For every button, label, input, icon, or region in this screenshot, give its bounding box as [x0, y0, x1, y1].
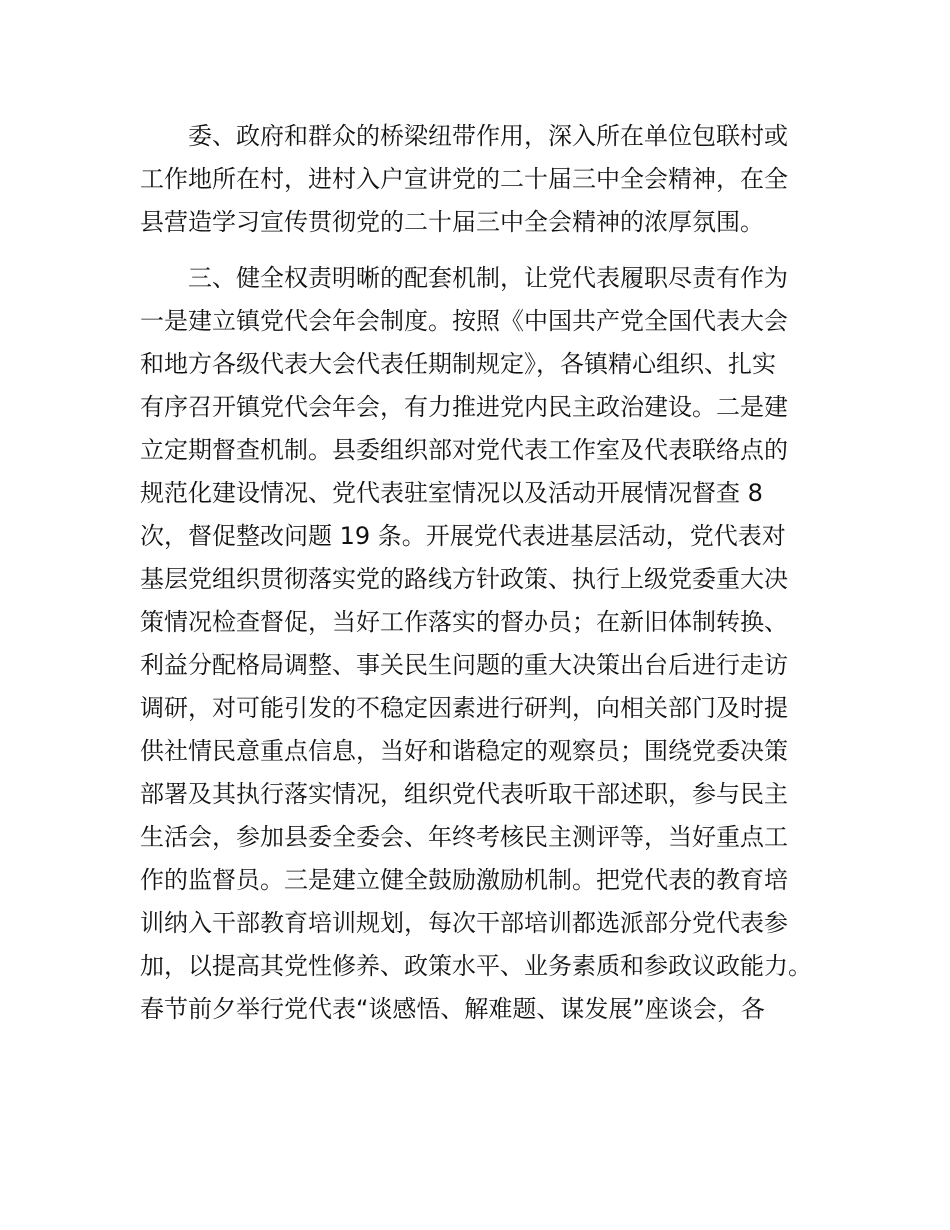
text-line: 立定期督查机制。县委组织部对党代表工作室及代表联络点的 [140, 436, 788, 464]
text-line: 部署及其执行落实情况，组织党代表听取干部述职，参与民主 [140, 780, 788, 808]
paragraph-2 [140, 257, 820, 1031]
text-line: 利益分配格局调整、事关民生问题的重大决策出台后进行走访 [140, 651, 788, 679]
text-line: 一是建立镇党代会年会制度。按照《中国共产党全国代表大会 [140, 307, 788, 335]
text-line: 供社情民意重点信息，当好和谐稳定的观察员；围绕党委决策 [140, 737, 788, 765]
text-line: 调研，对可能引发的不稳定因素进行研判，向相关部门及时提 [140, 694, 788, 722]
paragraph-1 [140, 115, 820, 244]
text-line: 加，以提高其党性修养、政策水平、业务素质和参政议政能力。 [140, 952, 812, 980]
text-line: 次，督促整改问题 19 条。开展党代表进基层活动，党代表对 [140, 522, 786, 550]
text-line: 生活会，参加县委全委会、年终考核民主测评等，当好重点工 [140, 823, 788, 851]
text-line: 委、政府和群众的桥梁纽带作用，深入所在单位包联村或 [188, 122, 788, 150]
text-line: 工作地所在村，进村入户宣讲党的二十届三中全会精神，在全 [140, 165, 788, 193]
text-line: 作的监督员。三是建立健全鼓励激励机制。把党代表的教育培 [140, 866, 788, 894]
text-line: 县营造学习宣传贯彻党的二十届三中全会精神的浓厚氛围。 [140, 208, 764, 236]
text-line: 有序召开镇党代会年会，有力推进党内民主政治建设。二是建 [140, 393, 788, 421]
text-line: 策情况检查督促，当好工作落实的督办员；在新旧体制转换、 [140, 608, 788, 636]
text-line: 春节前夕举行党代表“谈感悟、解难题、谋发展”座谈会，各 [140, 995, 765, 1023]
section-heading-line: 三、健全权责明晰的配套机制，让党代表履职尽责有作为 [188, 264, 788, 292]
text-line: 训纳入干部教育培训规划，每次干部培训都选派部分党代表参 [140, 909, 788, 937]
text-line: 和地方各级代表大会代表任期制规定》，各镇精心组织、扎实 [140, 350, 776, 378]
text-line: 规范化建设情况、党代表驻室情况以及活动开展情况督查 8 [140, 479, 763, 507]
text-line: 基层党组织贯彻落实党的路线方针政策、执行上级党委重大决 [140, 565, 788, 593]
